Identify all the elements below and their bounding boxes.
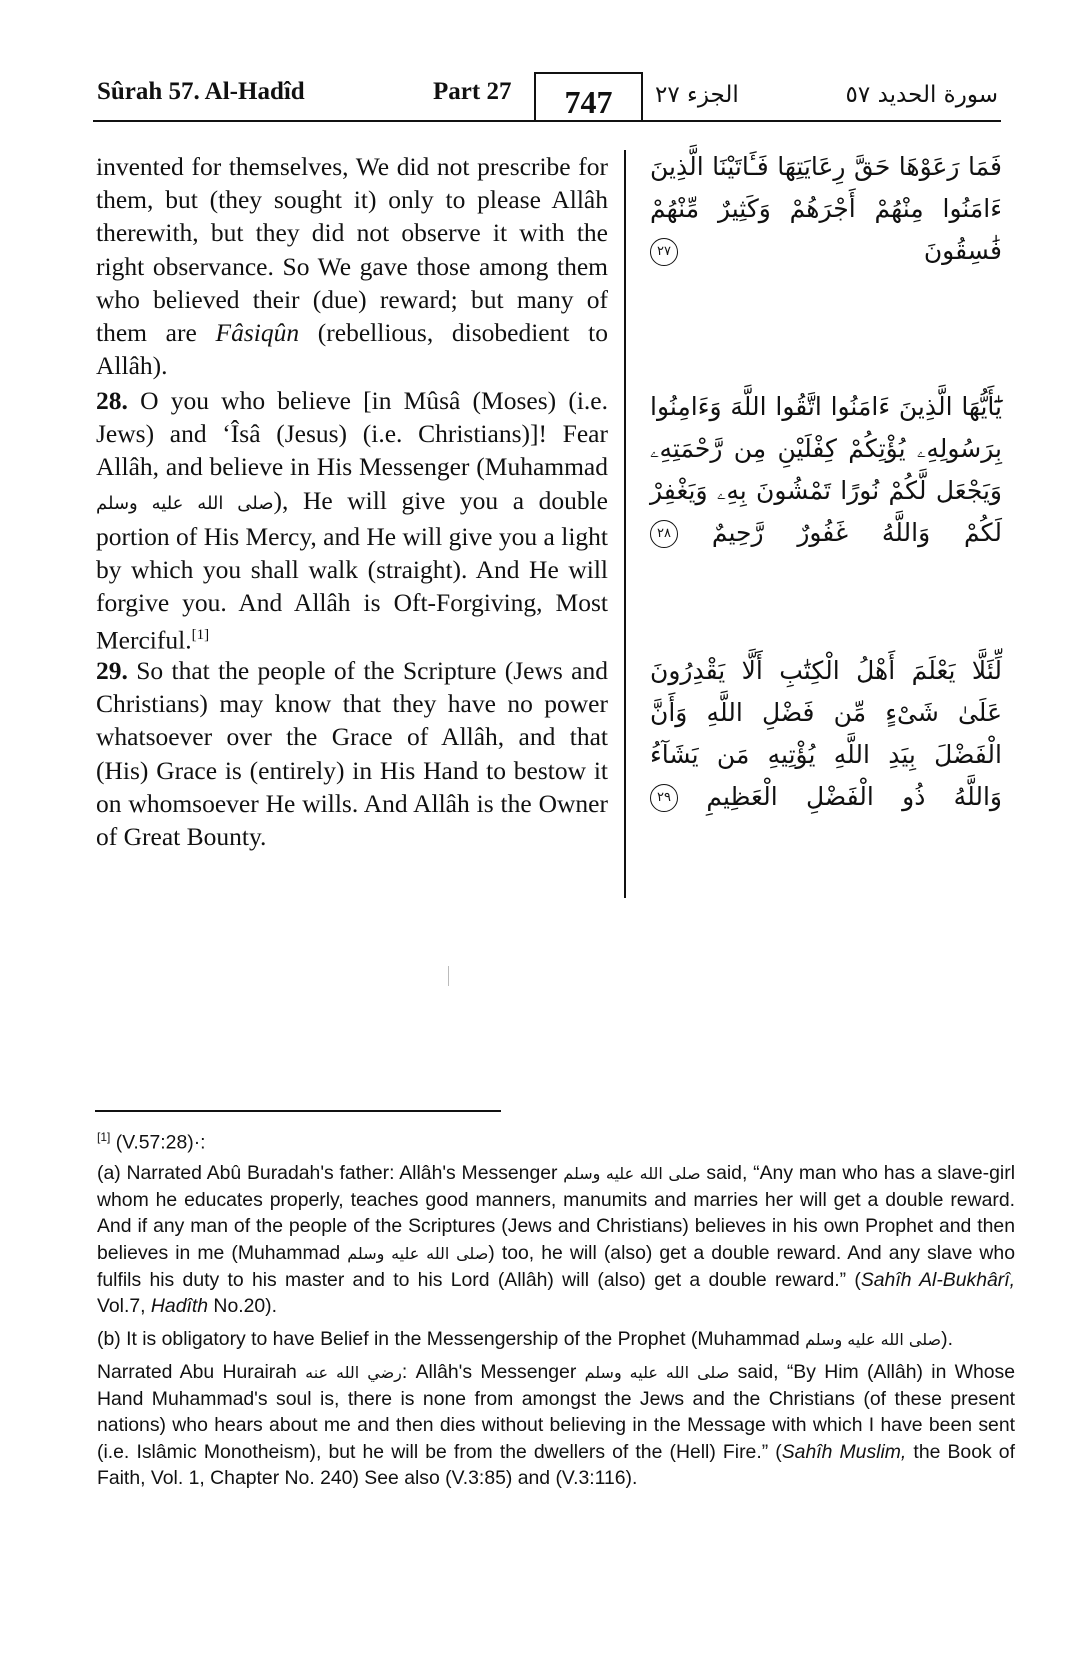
footnote-rule [95,1110,501,1112]
scan-mark [448,966,449,986]
arabic-part-label: الجزء ٢٧ [655,82,739,108]
header-rule [93,120,1001,122]
footnote-c: Narrated Abu Hurairah رضي الله عنه: Allâh's Messenger صلى الله عليه وسلم said, “By Him (Allâh) in Whose Hand Muhammad's soul is, there is none from amongst the Jews and the Christians (of these present nations) who hears about me and then dies without believing in the Message with which I have been sent (i.e. Islâmic Monotheism), but he will be from the dwellers of the (Hell) Fire.” (Sahîh Muslim, the Book of Faith, Vol. 1, Chapter No. 240) See also (V.3:85) and (V.3:116). [97,1360,1016,1490]
arabic-verse-28: يَٰٓأَيُّهَا الَّذِينَ ءَامَنُوا اتَّقُوا اللَّهَ وَءَامِنُوا بِرَسُولِهِۦ يُؤْتِكُمْ كِفْلَيْنِ مِن رَّحْمَتِهِۦ وَيَجْعَل لَّكُمْ نُورًا تَمْشُونَ بِهِۦ وَيَغْفِرْ لَكُمْ وَاللَّهُ غَفُورٌ رَّحِيمٌ ٢٨ [650,392,1003,547]
pbuh-honorific: صلى الله عليه وسلم [96,492,274,514]
translation-verse-28: 28. O you who believe [in Mûsâ (Moses) (i.e. Jews) and ‘Îsâ (Jesus) (i.e. Christians)]! Fear Allâh, and believe in His Messenger (Muhammad صلى الله عليه وسلم), He will give you a double portion of His Mercy, and He will give you a light by which you shall walk (straight). And He will forgive you. And Allâh is Oft-Forgiving, Most Merciful.[1] [96,386,608,655]
ayah-number-marker: ٢٩ [650,784,678,812]
footnote-block [97,1124,1015,1491]
column-divider [624,150,626,898]
translation-verse-29: 29. So that the people of the Scripture (Jews and Christians) may know that they have no power whatsoever over the Grace of Allâh, and that (His) Grace is (entirely) in His Hand to bestow it on whomsoever He wills. And Allâh is the Owner of Great Bounty. [96,656,608,852]
arabic-verse-27: فَمَا رَعَوْهَا حَقَّ رِعَايَتِهَا فَـَٔاتَيْنَا الَّذِينَ ءَامَنُوا مِنْهُمْ أَجْرَهُمْ وَكَثِيرٌ مِّنْهُمْ فَٰسِقُونَ ٢٧ [650,152,1002,265]
footnote-b: (b) It is obligatory to have Belief in the Messengership of the Prophet (Muhammad صلى الله عليه وسلم). [97,1327,953,1350]
arabic-surah-title: سورة الحديد ٥٧ [845,82,998,108]
footnote-ref: [1] [191,627,210,644]
footnote-a: (a) Narrated Abû Buradah's father: Allâh's Messenger صلى الله عليه وسلم said, “Any man who has a slave-girl whom he educates properly, teaches good manners, manumits and marries her will get a double reward. And if any man of the people of the Scriptures (Jews and Christians) believes in his own Prophet and then believes in me (Muhammad صلى الله عليه وسلم) too, he will (also) get a double reward. And any slave who fulfils his duty to his master and to his Lord (Allâh) will (also) get a double reward.” (Sahîh Al-Bukhârî, Vol.7, Hadîth No.20). [97,1161,1015,1318]
surah-title: Sûrah 57. Al-Hadîd [97,78,305,105]
translation-paragraph-27-end: invented for themselves, We did not prescribe for them, but (they sought it) only to please Allâh therewith, but they did not observe it with the right observance. So We gave those among them who believed their (due) reward; but many of them are Fâsiqûn (rebellious, disobedient to Allâh). [96,152,608,381]
part-label: Part 27 [433,78,512,105]
page-number: 747 [534,72,643,122]
ayah-number-marker: ٢٨ [650,520,678,548]
ayah-number-marker: ٢٧ [650,238,678,266]
arabic-verse-29: لِّئَلَّا يَعْلَمَ أَهْلُ الْكِتَٰبِ أَلَّا يَقْدِرُونَ عَلَىٰ شَىْءٍ مِّن فَضْلِ اللَّهِ وَأَنَّ الْفَضْلَ بِيَدِ اللَّهِ يُؤْتِيهِ مَن يَشَآءُ وَاللَّهُ ذُو الْفَضْلِ الْعَظِيمِ ٢٩ [650,656,1003,811]
verse-number: 28. [96,386,128,415]
verse-number: 29. [96,656,128,685]
footnote-reference: [1] (V.57:28)·: [97,1130,206,1154]
